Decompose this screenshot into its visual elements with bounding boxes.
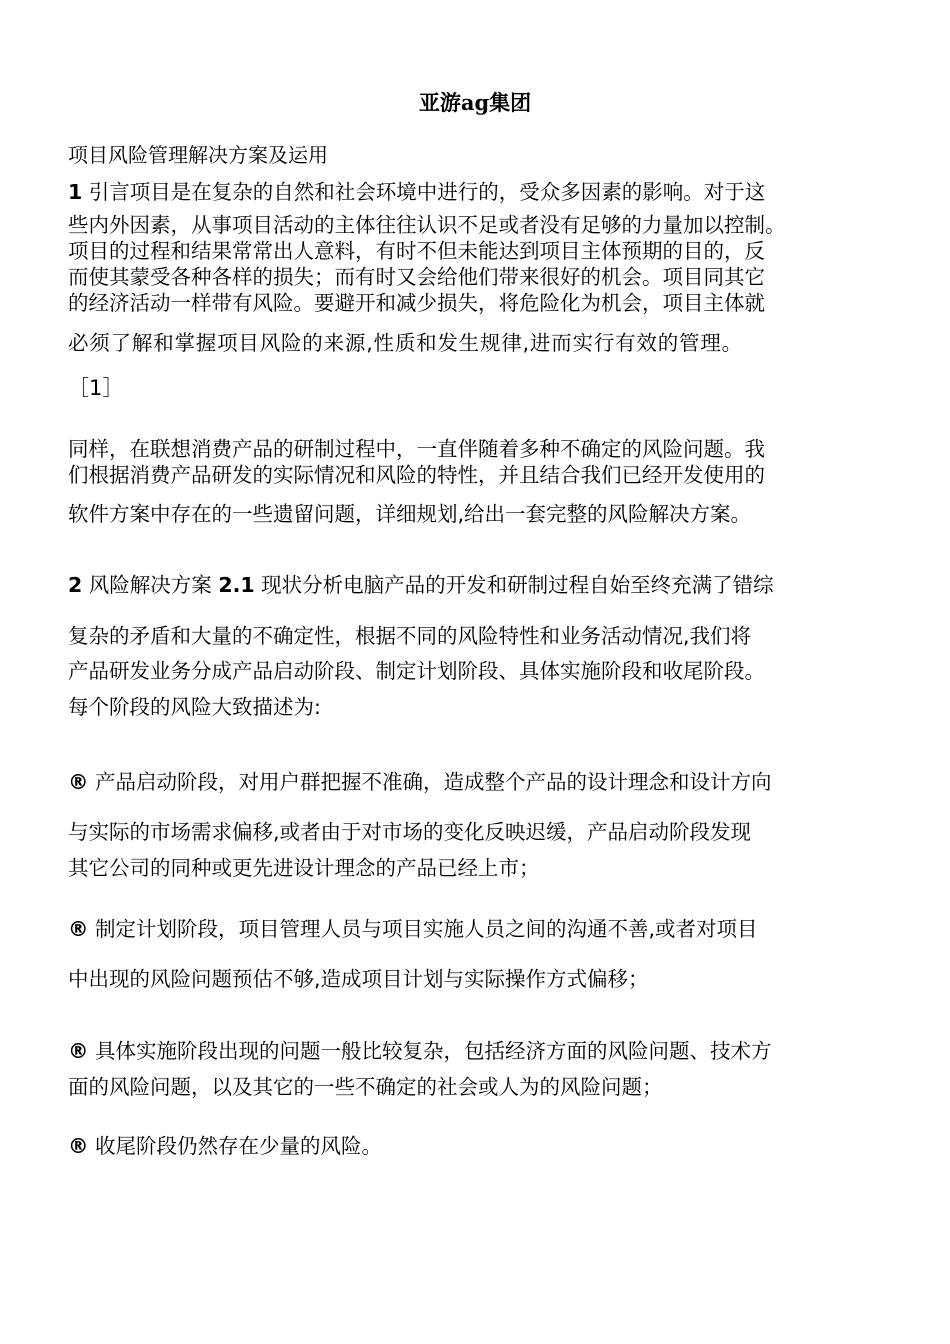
stage1-line-2: 与实际的市场需求偏移,或者由于对市场的变化反映迟缓，产品启动阶段发现 [68, 820, 752, 844]
section1-number: 1 [68, 180, 83, 204]
registered-bullet-icon: ® [68, 1134, 89, 1158]
stage3-line-2: 面的风险问题，以及其它的一些不确定的社会或人为的风险问题； [68, 1075, 663, 1099]
paragraph2-line-3: 软件方案中存在的一些遗留问题，详细规划,给出一套完整的风险解决方案。 [68, 502, 752, 526]
stage2-line-2: 中出现的风险问题预估不够,造成项目计划与实际操作方式偏移； [68, 967, 649, 991]
section1-line-2: 些内外因素，从事项目活动的主体往往认识不足或者没有足够的力量加以控制。 [68, 213, 786, 237]
section2-number: 2 [68, 573, 83, 597]
section2-subnumber: 2.1 [218, 573, 255, 597]
section1-line-6: 必须了解和掌握项目风险的来源,性质和发生规律,进而实行有效的管理。 [68, 331, 743, 355]
section2-line-4: 每个阶段的风险大致描述为: [68, 695, 321, 719]
section1-line-1: 1 引言项目是在复杂的自然和社会环境中进行的，受众多因素的影响。对于这 [68, 180, 766, 204]
stage1-line-1: ® 产品启动阶段，对用户群把握不准确，造成整个产品的设计理念和设计方向 [68, 770, 772, 794]
registered-bullet-icon: ® [68, 770, 89, 794]
section1-reference: ［1］ [68, 376, 124, 400]
paragraph2-line-2: 们根据消费产品研发的实际情况和风险的特性，并且结合我们已经开发使用的 [68, 463, 765, 487]
stage1-line-3: 其它公司的同种或更先进设计理念的产品已经上市； [68, 856, 540, 880]
stage4-line-1: ® 收尾阶段仍然存在少量的风险。 [68, 1134, 383, 1158]
stage3-line-1: ® 具体实施阶段出现的问题一般比较复杂，包括经济方面的风险问题、技术方 [68, 1039, 772, 1063]
registered-bullet-icon: ® [68, 917, 89, 941]
section2-line-3: 产品研发业务分成产品启动阶段、制定计划阶段、具体实施阶段和收尾阶段。 [68, 659, 765, 683]
registered-bullet-icon: ® [68, 1039, 89, 1063]
section2-line-1: 2 风险解决方案 2.1 现状分析电脑产品的开发和研制过程自始至终充满了错综 [68, 573, 774, 597]
section1-line-4: 而使其蒙受各种各样的损失；而有时又会给他们带来很好的机会。项目同其它 [68, 265, 765, 289]
document-subtitle: 项目风险管理解决方案及运用 [68, 143, 328, 167]
stage2-line-1: ® 制定计划阶段，项目管理人员与项目实施人员之间的沟通不善,或者对项目 [68, 917, 758, 941]
section2-line-2: 复杂的矛盾和大量的不确定性，根据不同的风险特性和业务活动情况,我们将 [68, 624, 752, 648]
document-title: 亚游ag集团 [418, 90, 532, 115]
paragraph2-line-1: 同样，在联想消费产品的研制过程中，一直伴随着多种不确定的风险问题。我 [68, 437, 765, 461]
section1-line-3: 项目的过程和结果常常出人意料，有时不但未能达到项目主体预期的目的，反 [68, 239, 765, 263]
section1-line-5: 的经济活动一样带有风险。要避开和减少损失，将危险化为机会，项目主体就 [68, 291, 765, 315]
